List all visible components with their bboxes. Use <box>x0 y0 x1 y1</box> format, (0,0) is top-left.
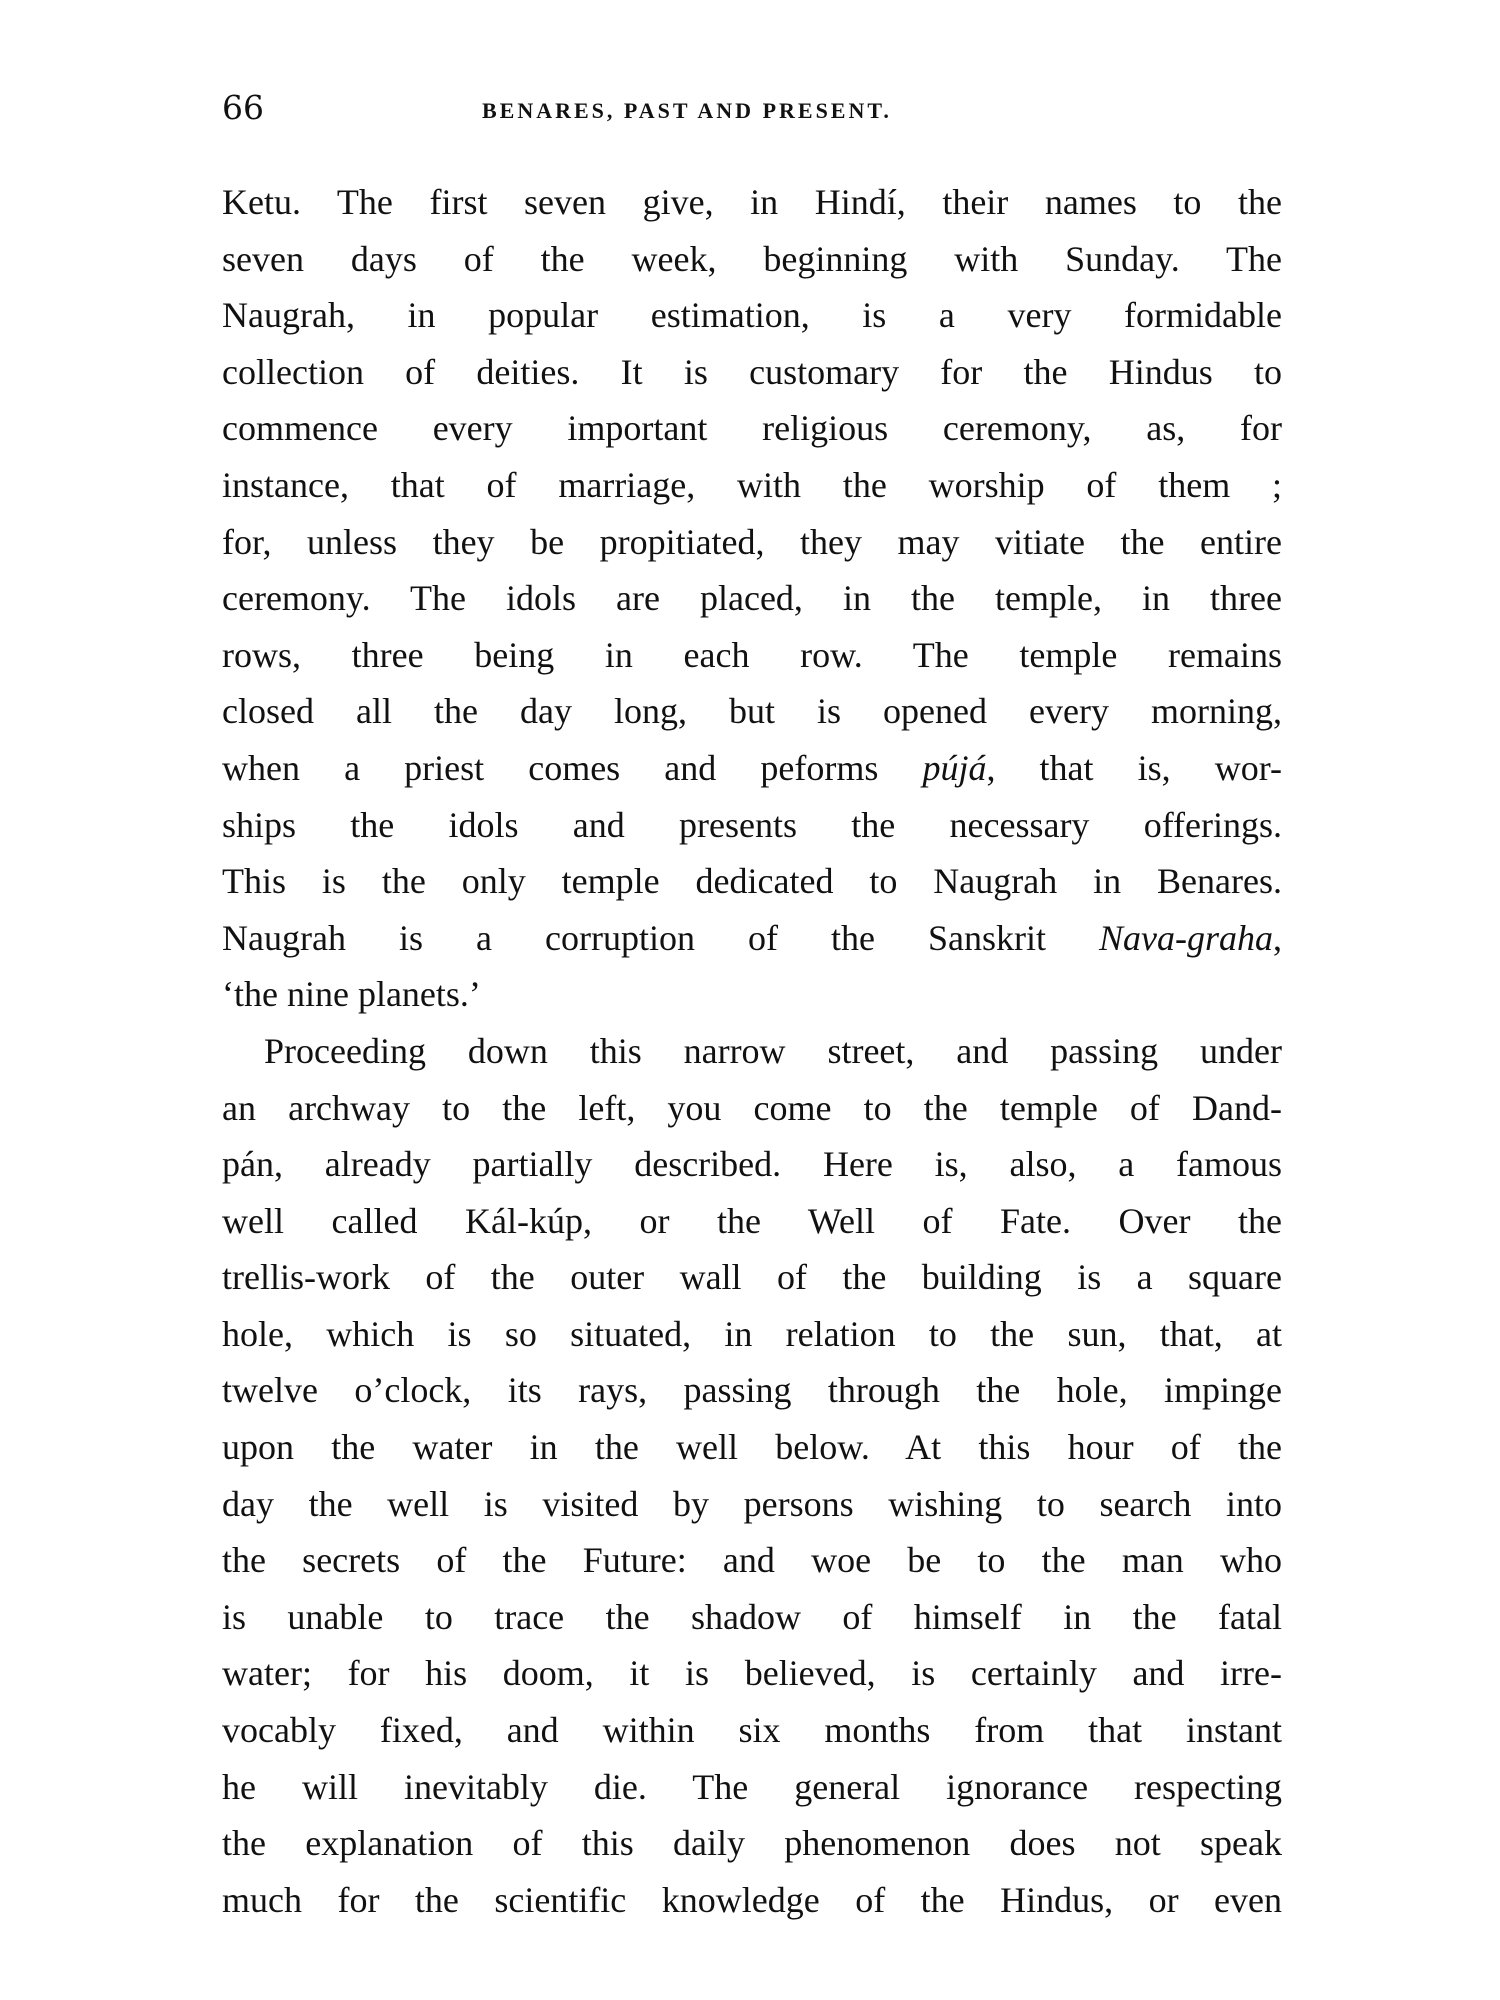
paragraph-2 <box>222 1023 1282 1929</box>
text-line: Ketu. The first seven give, in Hindí, their names to the <box>222 182 1282 222</box>
text-line: Naugrah, in popular estimation, is a very formidable <box>222 295 1282 336</box>
text-line-with-italic <box>222 910 1282 967</box>
italic-term-nava-graha: Nava-graha <box>1099 917 1273 958</box>
text-line: collection of deities. It is customary for the Hindus to <box>222 351 1282 392</box>
text-line: the explanation of this daily phenomenon does not speak <box>222 1823 1282 1864</box>
text-line: water; for his doom, it is believed, is certainly and irre- <box>222 1653 1282 1694</box>
text-line: he will inevitably die. The general ignorance respecting <box>222 1766 1282 1807</box>
text-line: ceremony. The idols are placed, in the temple, in three <box>222 578 1282 619</box>
text-line: commence every important religious ceremony, as, for <box>222 408 1282 449</box>
text-line: much for the scientific knowledge of the Hindus, or even <box>222 1879 1282 1920</box>
text-line: closed all the day long, but is opened every morning, <box>222 691 1282 732</box>
text-line: ships the idols and presents the necessary offerings. <box>222 804 1282 845</box>
text-run: Naugrah is a corruption of the Sanskrit <box>222 917 1099 958</box>
text-run: , <box>1273 917 1282 958</box>
text-line: twelve o’clock, its rays, passing through the hole, impinge <box>222 1370 1282 1411</box>
page-number: 66 <box>222 88 264 127</box>
text-line: the secrets of the Future: and woe be to the man who <box>222 1540 1282 1581</box>
text-run: when a priest comes and peforms <box>222 747 923 788</box>
text-line: well called Kál-kúp, or the Well of Fate. Over the <box>222 1200 1282 1241</box>
text-line: for, unless they be propitiated, they may vitiate the entire <box>222 521 1282 562</box>
running-head <box>222 88 1282 132</box>
text-line: instance, that of marriage, with the worship of them ; <box>222 464 1282 505</box>
text-line: This is the only temple dedicated to Naugrah in Benares. <box>222 861 1282 902</box>
text-line: Proceeding down this narrow street, and passing under <box>264 1030 1282 1071</box>
text-line: trellis-work of the outer wall of the building is a square <box>222 1257 1282 1298</box>
text-run: , that is, wor- <box>986 747 1282 788</box>
text-line: is unable to trace the shadow of himself in the fatal <box>222 1596 1282 1637</box>
text-line: an archway to the left, you come to the temple of Dand- <box>222 1087 1282 1128</box>
text-line: day the well is visited by persons wishing to search into <box>222 1483 1282 1524</box>
text-line: seven days of the week, beginning with Sunday. The <box>222 238 1282 279</box>
italic-term-puja: pújá <box>922 747 987 788</box>
running-title: BENARES, PAST AND PRESENT. <box>482 98 892 123</box>
text-line-with-italic <box>222 740 1282 797</box>
text-line: vocably fixed, and within six months from that instant <box>222 1710 1282 1751</box>
text-line: upon the water in the well below. At this hour of the <box>222 1427 1282 1468</box>
text-line: hole, which is so situated, in relation to the sun, that, at <box>222 1313 1282 1354</box>
paragraph-1 <box>222 174 1282 1023</box>
text-line: rows, three being in each row. The temple remains <box>222 634 1282 675</box>
body-text <box>222 174 1282 1928</box>
text-line: pán, already partially described. Here is, also, a famous <box>222 1144 1282 1185</box>
text-line: ‘the nine planets.’ <box>222 974 481 1015</box>
